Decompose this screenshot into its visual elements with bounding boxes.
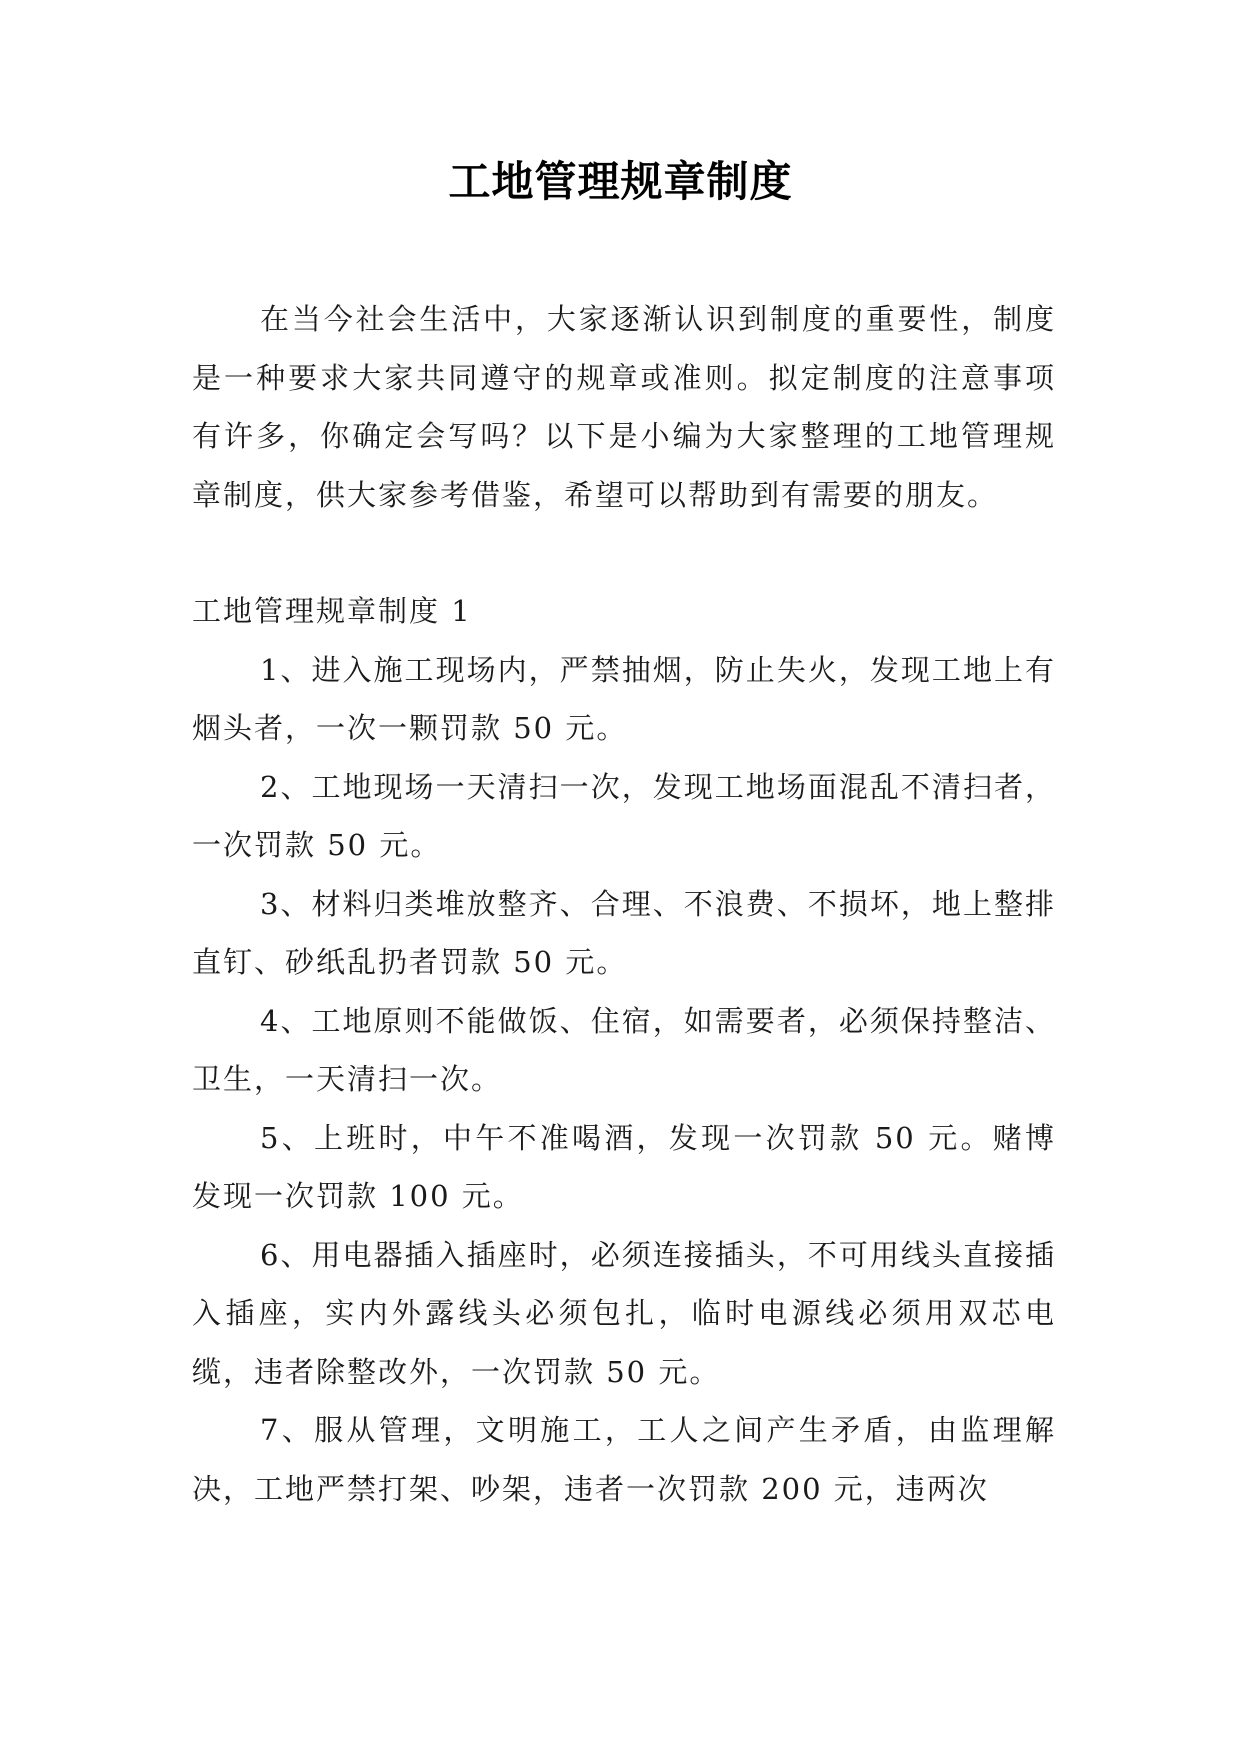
rule-paragraph-2: 2、工地现场一天清扫一次，发现工地场面混乱不清扫者，一次罚款 50 元。 [192,769,1056,862]
rule-paragraph-7: 7、服从管理，文明施工，工人之间产生矛盾，由监理解决，工地严禁打架、吵架，违者一次罚款 200 元，违两次 [192,1413,1056,1506]
document-body [192,290,1056,1518]
rule-paragraph-3: 3、材料归类堆放整齐、合理、不浪费、不损坏，地上整排直钉、砂纸乱扔者罚款 50 元。 [192,886,1056,979]
rule-paragraph-6: 6、用电器插入插座时，必须连接插头，不可用线头直接插入插座，实内外露线头必须包扎，临时电源线必须用双芯电缆，违者除整改外，一次罚款 50 元。 [192,1237,1056,1389]
rule-paragraph-4: 4、工地原则不能做饭、住宿，如需要者，必须保持整洁、卫生，一天清扫一次。 [192,1003,1056,1096]
document-title: 工地管理规章制度 [448,157,793,206]
rule-paragraph-1: 1、进入施工现场内，严禁抽烟，防止失火，发现工地上有烟头者，一次一颗罚款 50 元。 [192,652,1056,745]
section-heading: 工地管理规章制度 1 [192,594,472,628]
rule-paragraph-5: 5、上班时，中午不准喝酒，发现一次罚款 50 元。赌博发现一次罚款 100 元。 [192,1120,1056,1213]
intro-paragraph: 在当今社会生活中，大家逐渐认识到制度的重要性，制度是一种要求大家共同遵守的规章或准则。拟定制度的注意事项有许多，你确定会写吗？以下是小编为大家整理的工地管理规章制度，供大家参考借鉴，希望可以帮助到有需要的朋友。 [192,302,1056,512]
